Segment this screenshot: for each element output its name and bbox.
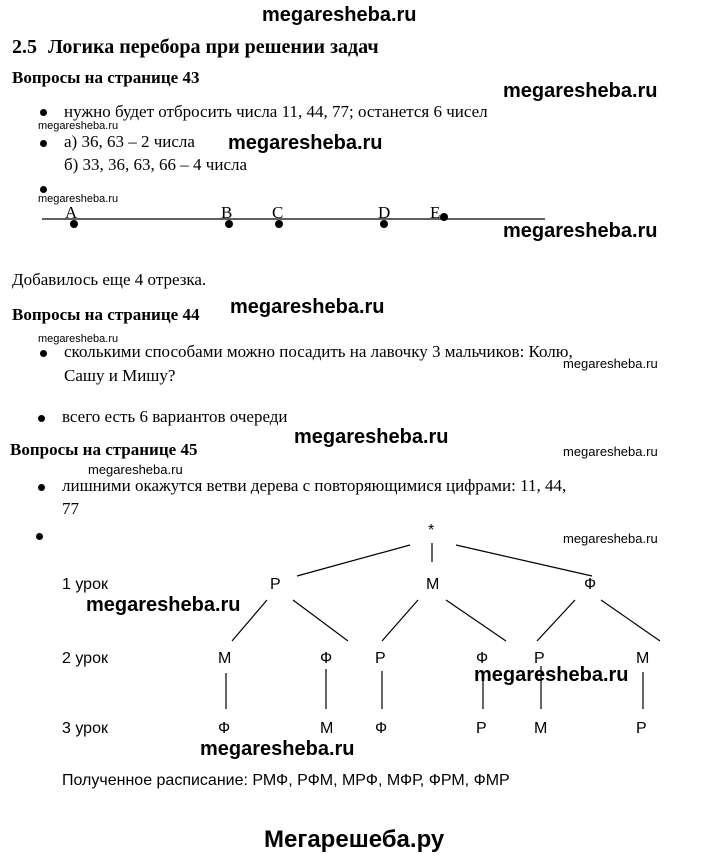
watermark: megaresheba.ru — [503, 80, 658, 102]
watermark: megaresheba.ru — [563, 531, 658, 546]
lesson-3-label: 3 урок — [62, 720, 108, 737]
watermark: megaresheba.ru — [38, 120, 119, 132]
lesson-1-label: 1 урок — [62, 576, 108, 593]
lesson-2-label: 2 урок — [62, 650, 108, 667]
p45-result-schedule: Полученное расписание: РМФ, РФМ, МРФ, МФР, ФРМ, ФМР — [62, 772, 510, 789]
tree-node-l1-m: М — [426, 576, 440, 593]
tree-node-l1-f: Ф — [584, 576, 597, 593]
watermark: megaresheba.ru — [200, 738, 355, 760]
watermark: megaresheba.ru — [38, 193, 119, 205]
watermark-top: megaresheba.ru — [262, 4, 417, 26]
p43-item-2a: а) 36, 63 – 2 числа — [64, 132, 195, 151]
tree-node-l1-r: Р — [270, 576, 281, 593]
p45-item-1-line1: лишними окажутся ветви дерева с повторяющимися цифрами: 11, 44, — [62, 476, 567, 495]
tree-node-l3-1: Ф — [218, 720, 231, 737]
tree-node-l2-1: М — [218, 650, 232, 667]
tree-node-l2-3: Р — [375, 650, 386, 667]
tree-node-l3-2: М — [320, 720, 334, 737]
p45-item-1-line2: 77 — [62, 499, 79, 518]
footer-logo: Мегарешеба.ру — [264, 826, 445, 853]
tree-node-l3-5: М — [534, 720, 548, 737]
watermark: megaresheba.ru — [503, 220, 658, 242]
tree-node-l2-6: М — [636, 650, 650, 667]
watermark: megaresheba.ru — [563, 356, 658, 371]
label-d: D — [378, 203, 391, 222]
tree-node-l3-6: Р — [636, 720, 647, 737]
label-e: E — [430, 203, 441, 222]
p44-item-2: всего есть 6 вариантов очереди — [62, 407, 288, 426]
tree-node-l2-5: Р — [534, 650, 545, 667]
label-a: A — [65, 203, 78, 222]
bullet — [38, 484, 45, 491]
p44-item-1-line1: сколькими способами можно посадить на лавочку 3 мальчиков: Колю, — [64, 342, 573, 361]
heading-page-45: Вопросы на странице 45 — [10, 440, 198, 459]
heading-page-44: Вопросы на странице 44 — [12, 305, 200, 324]
watermark: megaresheba.ru — [228, 132, 383, 154]
p43-item-2b: б) 33, 36, 63, 66 – 4 числа — [64, 155, 248, 174]
watermark: megaresheba.ru — [230, 296, 385, 318]
point-e — [440, 213, 448, 221]
label-b: B — [221, 203, 233, 222]
tree-node-l2-2: Ф — [320, 650, 333, 667]
tree-node-l3-4: Р — [476, 720, 487, 737]
watermark: megaresheba.ru — [88, 462, 183, 477]
heading-page-43: Вопросы на странице 43 — [12, 68, 200, 87]
watermark: megaresheba.ru — [38, 333, 119, 345]
bullet — [36, 533, 43, 540]
tree-node-l3-3: Ф — [375, 720, 388, 737]
watermark: megaresheba.ru — [474, 664, 629, 686]
watermark: megaresheba.ru — [86, 594, 241, 616]
watermark: megaresheba.ru — [294, 426, 449, 448]
bullet — [40, 350, 47, 357]
p43-added-segments: Добавилось еще 4 отрезка. — [12, 270, 207, 289]
tree-node-l2-4: Ф — [476, 650, 489, 667]
tree-root: * — [428, 522, 435, 539]
p43-item-1: нужно будет отбросить числа 11, 44, 77; останется 6 чисел — [64, 102, 488, 121]
section-name: Логика перебора при решении задач — [48, 36, 379, 58]
label-c: C — [272, 203, 284, 222]
bullet — [38, 415, 45, 422]
section-number: 2.5 — [12, 36, 37, 58]
p44-item-1-line2: Сашу и Мишу? — [64, 366, 176, 385]
watermark: megaresheba.ru — [563, 444, 658, 459]
